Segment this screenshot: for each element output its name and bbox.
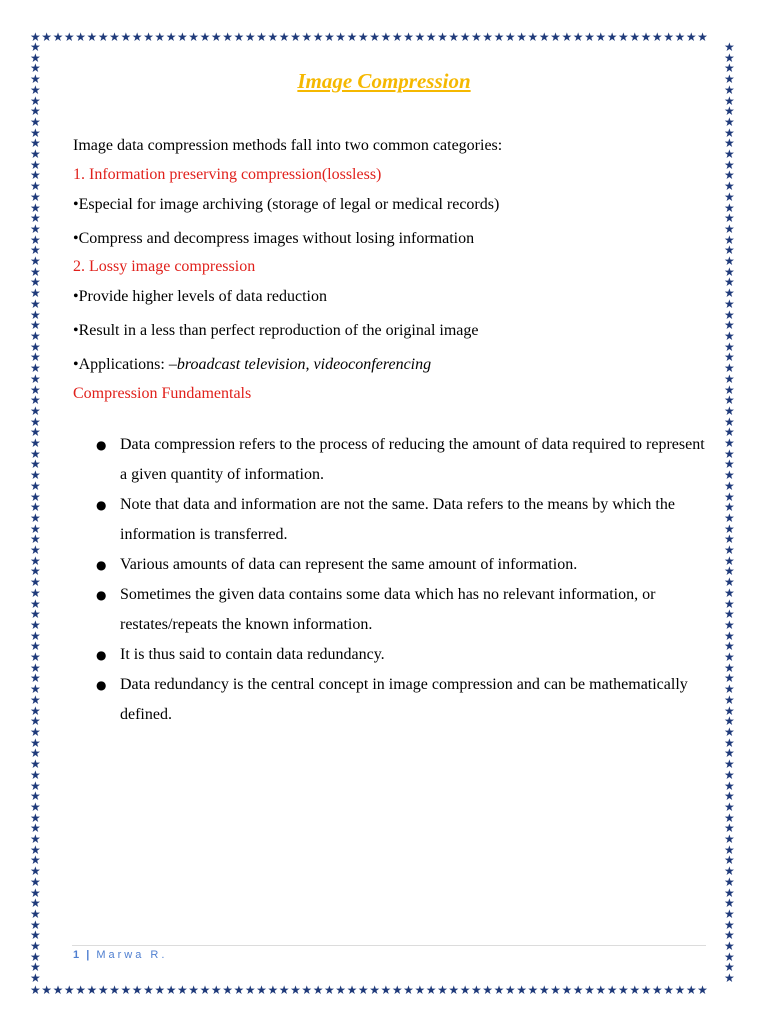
section2-item: •Result in a less than perfect reproduction of the original image [73,322,479,339]
page-title: Image Compression [297,69,471,93]
bullet-dot-icon: ● [96,648,107,662]
list-item [95,670,705,730]
applications-label: •Applications: [73,356,169,373]
applications-value: –broadcast television, videoconferencing [168,356,432,373]
left-star-border: ★★★★★★★★★★★★★★★★★★★★★★★★★★★★★★★★★★★★★★★★★★★★★★★★★★★★★★★★★★★★★★★★★★★★★★★★★★★★★★★★★★★★★★★★ [30,42,41,984]
bullet-dot-icon: ● [96,678,107,692]
list-item [95,580,705,640]
bullet-dot-icon: ● [96,558,107,572]
list-item-text: Data redundancy is the central concept in image compression and can be mathematically defined. [120,676,688,723]
section1-item: •Especial for image archiving (storage of legal or medical records) [73,196,500,213]
list-item-text: Note that data and information are not the same. Data refers to the means by which the information is transferred. [120,496,675,543]
top-star-border: ★★★★★★★★★★★★★★★★★★★★★★★★★★★★★★★★★★★★★★★★★★★★★★★★★★★★★★★★★★★★ [30,31,709,44]
list-item [95,640,705,670]
list-item-text: It is thus said to contain data redundancy. [120,646,385,663]
list-item-text: Various amounts of data can represent the same amount of information. [120,556,578,573]
section1-item: •Compress and decompress images without losing information [73,230,475,247]
section1-heading: 1. Information preserving compression(lossless) [73,166,382,183]
section2-item: •Provide higher levels of data reduction [73,288,327,305]
list-item [95,430,705,490]
list-item [95,490,705,550]
footer-author: Marwa R. [96,949,168,961]
applications-line [73,356,431,374]
footer-separator: | [86,949,91,961]
list-item [95,550,705,580]
section2-heading: 2. Lossy image compression [73,258,256,275]
fundamentals-bullet-list [95,430,705,730]
bullet-dot-icon: ● [96,498,107,512]
right-star-border: ★★★★★★★★★★★★★★★★★★★★★★★★★★★★★★★★★★★★★★★★★★★★★★★★★★★★★★★★★★★★★★★★★★★★★★★★★★★★★★★★★★★★★★★★ [724,42,735,984]
fundamentals-heading: Compression Fundamentals [73,385,252,402]
bottom-star-border: ★★★★★★★★★★★★★★★★★★★★★★★★★★★★★★★★★★★★★★★★★★★★★★★★★★★★★★★★★★★★ [30,984,709,997]
list-item-text: Data compression refers to the process of reducing the amount of data required to represent a given quantity of information. [120,436,705,483]
list-item-text: Sometimes the given data contains some data which has no relevant information, or restates/repeats the known information. [120,586,656,633]
page-footer [73,949,167,961]
intro-text: Image data compression methods fall into two common categories: [73,137,503,154]
page-number: 1 [73,949,81,961]
bullet-dot-icon: ● [96,588,107,602]
footer-divider [72,945,706,946]
bullet-dot-icon: ● [96,438,107,452]
